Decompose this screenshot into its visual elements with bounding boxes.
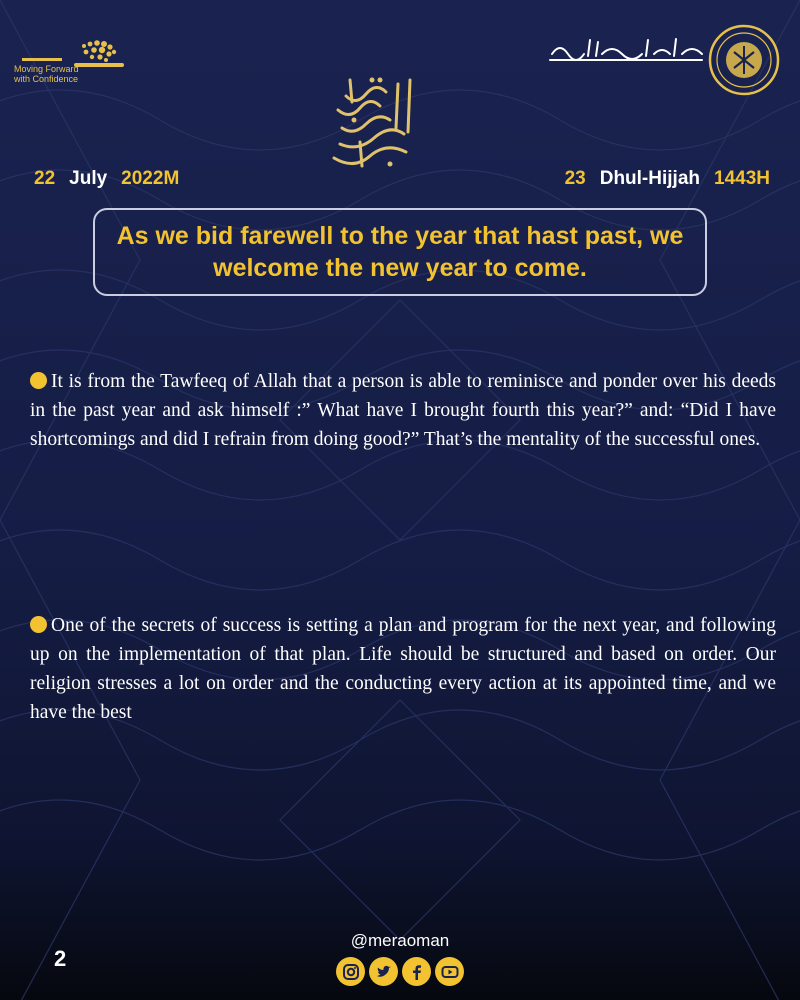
social-icons: [336, 957, 464, 986]
youtube-icon[interactable]: [435, 957, 464, 986]
vision-logo-text-line: Moving Forward: [14, 64, 79, 74]
facebook-icon[interactable]: [402, 957, 431, 986]
sermon-title-box: [93, 208, 707, 296]
hijri-year: 1443H: [714, 168, 770, 189]
bullet-icon: [30, 616, 47, 633]
sermon-title: As we bid farewell to the year that hast past, we welcome the new year to come.: [116, 222, 684, 282]
paragraph: [30, 367, 776, 454]
instagram-icon[interactable]: [336, 957, 365, 986]
hijri-day: 23: [564, 168, 586, 189]
hijri-date: [565, 168, 770, 190]
ministry-calligraphy: [546, 34, 706, 64]
gregorian-date: [34, 168, 179, 190]
friday-sermon-calligraphy: [320, 72, 430, 170]
paragraph: [30, 611, 776, 727]
gregorian-year: 2022M: [121, 168, 180, 189]
hijri-month: Dhul-Hijjah: [599, 168, 700, 189]
social-handle[interactable]: @meraoman: [350, 931, 450, 950]
paragraph-text: It is from the Tawfeeq of Allah that a person is able to reminisce and ponder over his deeds in the past year and ask himself :” What have I brought fourth this year?” and: “Did I have shortcomings and did I refrain from doing good?” That’s the mentality of the successful ones.: [30, 371, 776, 450]
paragraph-text: One of the secrets of success is setting a plan and program for the next year, and following up on the implementation of that plan. Life should be structured and based on order. Our religion stresses a lot on order and the conducting every action at its appointed time, and we have the best: [30, 615, 776, 723]
gregorian-day: 22: [34, 168, 56, 189]
twitter-icon[interactable]: [369, 957, 398, 986]
gregorian-month: July: [69, 168, 108, 189]
bullet-icon: [30, 372, 47, 389]
vision-logo-text-line: with Confidence: [14, 74, 79, 84]
vision-logo-text: [14, 64, 154, 84]
ministry-seal-icon: [708, 24, 780, 96]
page-number: 2: [54, 946, 67, 971]
